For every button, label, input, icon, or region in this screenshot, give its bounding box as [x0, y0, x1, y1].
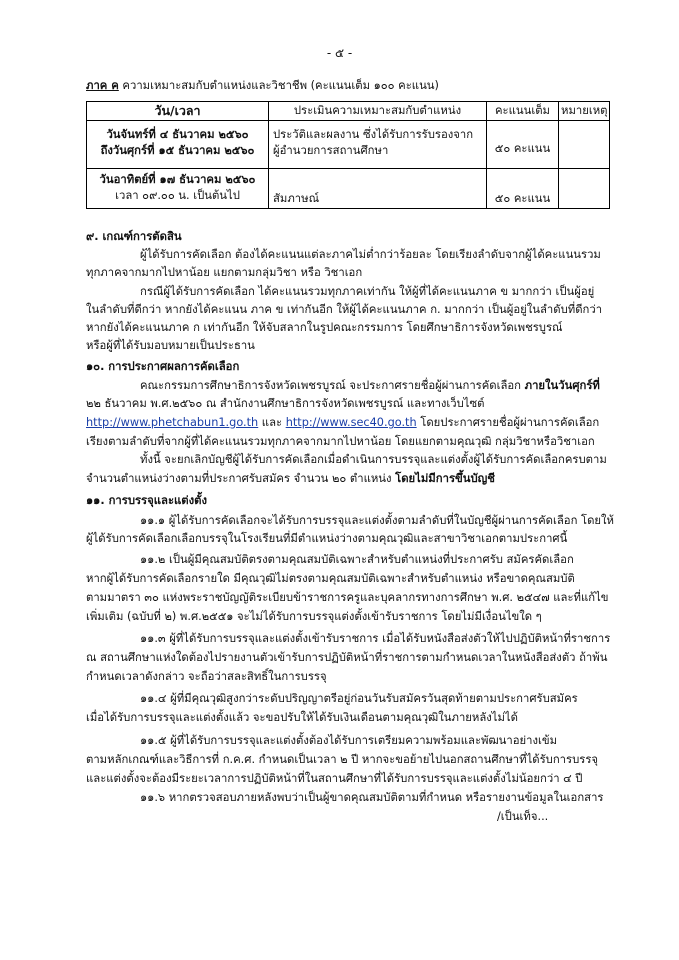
s11-line: ตามหลักเกณฑ์และวิธีการที่ ก.ค.ศ. กำหนดเป็นเวลา ๒ ปี หากจะขอย้ายไปนอกสถานศึกษาที่ได้รับการบรรจุ — [86, 753, 599, 766]
table-header-row — [87, 102, 610, 121]
section-c-label: ภาค ค — [86, 79, 119, 92]
header-date: วัน/เวลา — [87, 102, 269, 121]
s9-line: กรณีผู้ได้รับการคัดเลือก ได้คะแนนรวมทุกภาคเท่ากัน ให้ผู้ที่ได้คะแนนภาค ข มากกว่า เป็นผู้อยู่ — [140, 285, 595, 298]
s10-line1-text: คณะกรรมการศึกษาธิการจังหวัดเพชรบูรณ์ จะประกาศรายชื่อผู้ผ่านการคัดเลือก — [140, 379, 525, 392]
s11-line: กำหนดเวลาดังกล่าว จะถือว่าสละสิทธิ์ในการบรรจุ — [86, 670, 327, 683]
header-note: หมายเหตุ — [559, 102, 610, 121]
s9-line: ผู้ได้รับการคัดเลือก ต้องได้คะแนนแต่ละภาคไม่ต่ำกว่าร้อยละ โดยเรียงลำดับจากผู้ได้คะแนนรวม — [140, 248, 601, 261]
s11-line: ณ สถานศึกษาแห่งใดต้องไปรายงานตัวเข้ารับการปฏิบัติหน้าที่ราชการตามกำหนดเวลาในหนังสือส่งตัว ถ้าพ้น — [86, 651, 608, 664]
s10-no-list: โดยไม่มีการขึ้นบัญชี — [395, 472, 495, 485]
s11-line: หากผู้ได้รับการคัดเลือกรายใด มีคุณวุฒิไม่ตรงตามคุณสมบัติเฉพาะสำหรับตำแหน่ง หรือขาดคุณสมบัติ — [86, 572, 575, 585]
table-row — [87, 121, 610, 169]
s11-line: ผู้ได้รับการคัดเลือกเลือกบรรจุในโรงเรียนที่มีตำแหน่งว่างตามคุณวุฒิและสาขาวิชาเอกตามประกาศนี้ — [86, 532, 568, 545]
s10-line5: ทั้งนี้ จะยกเลิกบัญชีผู้ได้รับการคัดเลือกเมื่อดำเนินการบรรจุและแต่งตั้งผู้ได้รับการคัดเลือกครบตาม — [140, 453, 607, 466]
s9-heading: ๙. เกณฑ์การตัดสิน — [86, 230, 182, 243]
s10-line2: ๒๒ ธันวาคม พ.ศ.๒๕๖๐ ณ สำนักงานศึกษาธิการจังหวัดเพชรบูรณ์ และทางเว็บไซต์ — [86, 397, 485, 410]
s10-and: และ — [258, 416, 286, 429]
s10-line6 — [86, 471, 495, 486]
assessment-table — [86, 101, 610, 209]
website-link-phetchabun[interactable]: http://www.phetchabun1.go.th — [86, 416, 259, 429]
s9-line: ทุกภาคจากมากไปหาน้อย แยกตามกลุ่มวิชา หรือ วิชาเอก — [86, 266, 363, 279]
s9-line: ในลำดับที่ดีกว่า หากยังได้คะแนน ภาค ข เท่ากันอีก ให้ผู้ได้คะแนนภาค ก. มากกว่า เป็นผู้อยู่ในลำดับที่ดีกว่า — [86, 303, 603, 316]
row1-date-line2: ถึงวันศุกร์ที่ ๑๕ ธันวาคม ๒๕๖๐ — [100, 144, 255, 157]
row1-assessment-line1: ประวัติและผลงาน ซึ่งได้รับการรับรองจาก — [273, 128, 474, 141]
row1-date-line1: วันจันทร์ที่ ๔ ธันวาคม ๒๕๖๐ — [106, 128, 249, 141]
s10-heading: ๑๐. การประกาศผลการคัดเลือก — [86, 360, 240, 373]
row2-score: ๕๐ คะแนน — [487, 169, 559, 209]
row2-note — [559, 169, 610, 209]
s11-line: เมื่อได้รับการบรรจุและแต่งตั้งแล้ว จะขอปรับให้ได้รับเงินเดือนตามคุณวุฒิในภายหลังไม่ได้ — [86, 711, 518, 724]
header-assessment: ประเมินความเหมาะสมกับตำแหน่ง — [269, 102, 487, 121]
s10-line3 — [86, 415, 599, 430]
section-c-text: ความเหมาะสมกับตำแหน่งและวิชาชีพ (คะแนนเต็ม ๑๐๐ คะแนน) — [118, 79, 439, 92]
row1-assessment-line2: ผู้อำนวยการสถานศึกษา — [273, 144, 389, 157]
s11-line: ๑๑.๖ หากตรวจสอบภายหลังพบว่าเป็นผู้ขาดคุณสมบัติตามที่กำหนด หรือรายงานข้อมูลในเอกสาร — [140, 791, 604, 804]
s11-line: ๑๑.๕ ผู้ที่ได้รับการบรรจุและแต่งตั้งต้องได้รับการเตรียมความพร้อมและพัฒนาอย่างเข้ม — [140, 734, 558, 747]
continuation-note: /เป็นเท็จ... — [497, 810, 549, 823]
s11-line: ๑๑.๓ ผู้ที่ได้รับการบรรจุและแต่งตั้งเข้ารับราชการ เมื่อได้รับหนังสือส่งตัวให้ไปปฏิบัติหน้าที่ราชการ — [140, 632, 611, 645]
row2-assessment-line2: สัมภาษณ์ — [273, 192, 320, 205]
s11-line: ๑๑.๔ ผู้ที่มีคุณวุฒิสูงกว่าระดับปริญญาตรีอยู่ก่อนวันรับสมัครวันสุดท้ายตามประกาศรับสมัคร — [140, 692, 578, 705]
s10-line1 — [140, 378, 600, 393]
s10-line4: เรียงตามลำดับที่จากผู้ที่ได้คะแนนรวมทุกภาคจากมากไปหาน้อย โดยแยกตามคุณวุฒิ กลุ่มวิชาหรือวิชาเอก — [86, 435, 595, 448]
s9-line: หรือผู้ที่ได้รับมอบหมายเป็นประธาน — [86, 339, 255, 352]
website-link-sec40[interactable]: http://www.sec40.go.th — [285, 416, 417, 429]
header-score: คะแนนเต็ม — [487, 102, 559, 121]
s11-line: เพิ่มเติม (ฉบับที่ ๒) พ.ศ.๒๕๕๑ จะไม่ได้รับการบรรจุแต่งตั้งเข้ารับราชการ โดยไม่มีเงื่อนไขใด ๆ — [86, 610, 542, 623]
s11-line: และแต่งตั้งจะต้องมีระยะเวลาการปฏิบัติหน้าที่ในสถานศึกษาที่ได้รับการบรรจุและแต่งตั้งไม่น้อยกว่า ๔ ปี — [86, 772, 583, 785]
s10-deadline: ภายในวันศุกร์ที่ — [524, 379, 600, 392]
row2-assessment — [269, 169, 487, 209]
row1-date — [87, 121, 269, 169]
row2-date-line1: วันอาทิตย์ที่ ๑๗ ธันวาคม ๒๕๖๐ — [99, 173, 256, 186]
table-row — [87, 169, 610, 209]
s11-heading: ๑๑. การบรรจุและแต่งตั้ง — [86, 494, 208, 507]
s10-line6-text: จำนวนตำแหน่งว่างตามที่ประกาศรับสมัคร จำนวน ๒๐ ตำแหน่ง — [86, 472, 396, 485]
s11-line: ๑๑.๑ ผู้ได้รับการคัดเลือกจะได้รับการบรรจุและแต่งตั้งตามลำดับที่ในบัญชีผู้ผ่านการคัดเลือก โดยให้ — [140, 514, 614, 527]
s9-line: หากยังได้คะแนนภาค ก เท่ากันอีก ให้จับสลากในรูปคณะกรรมการ โดยศึกษาธิการจังหวัดเพชรบูรณ์ — [86, 321, 563, 334]
section-c-title — [86, 78, 439, 93]
page-number: - ๕ - — [326, 46, 353, 60]
s11-line: ๑๑.๒ เป็นผู้มีคุณสมบัติตรงตามคุณสมบัติเฉพาะสำหรับตำแหน่งที่ประกาศรับ สมัครคัดเลือก — [140, 553, 574, 566]
row1-assessment — [269, 121, 487, 169]
row2-date-line2: เวลา ๐๙.๐๐ น. เป็นต้นไป — [115, 189, 240, 202]
row1-score: ๕๐ คะแนน — [487, 121, 559, 169]
s10-line3-tail: โดยประกาศรายชื่อผู้ผ่านการคัดเลือก — [416, 416, 600, 429]
row1-note — [559, 121, 610, 169]
s11-line: ตามมาตรา ๓๐ แห่งพระราชบัญญัติระเบียบข้าราชการครูและบุคลากรทางการศึกษา พ.ศ. ๒๕๔๗ และที่แก้ไข — [86, 591, 609, 604]
row2-date — [87, 169, 269, 209]
